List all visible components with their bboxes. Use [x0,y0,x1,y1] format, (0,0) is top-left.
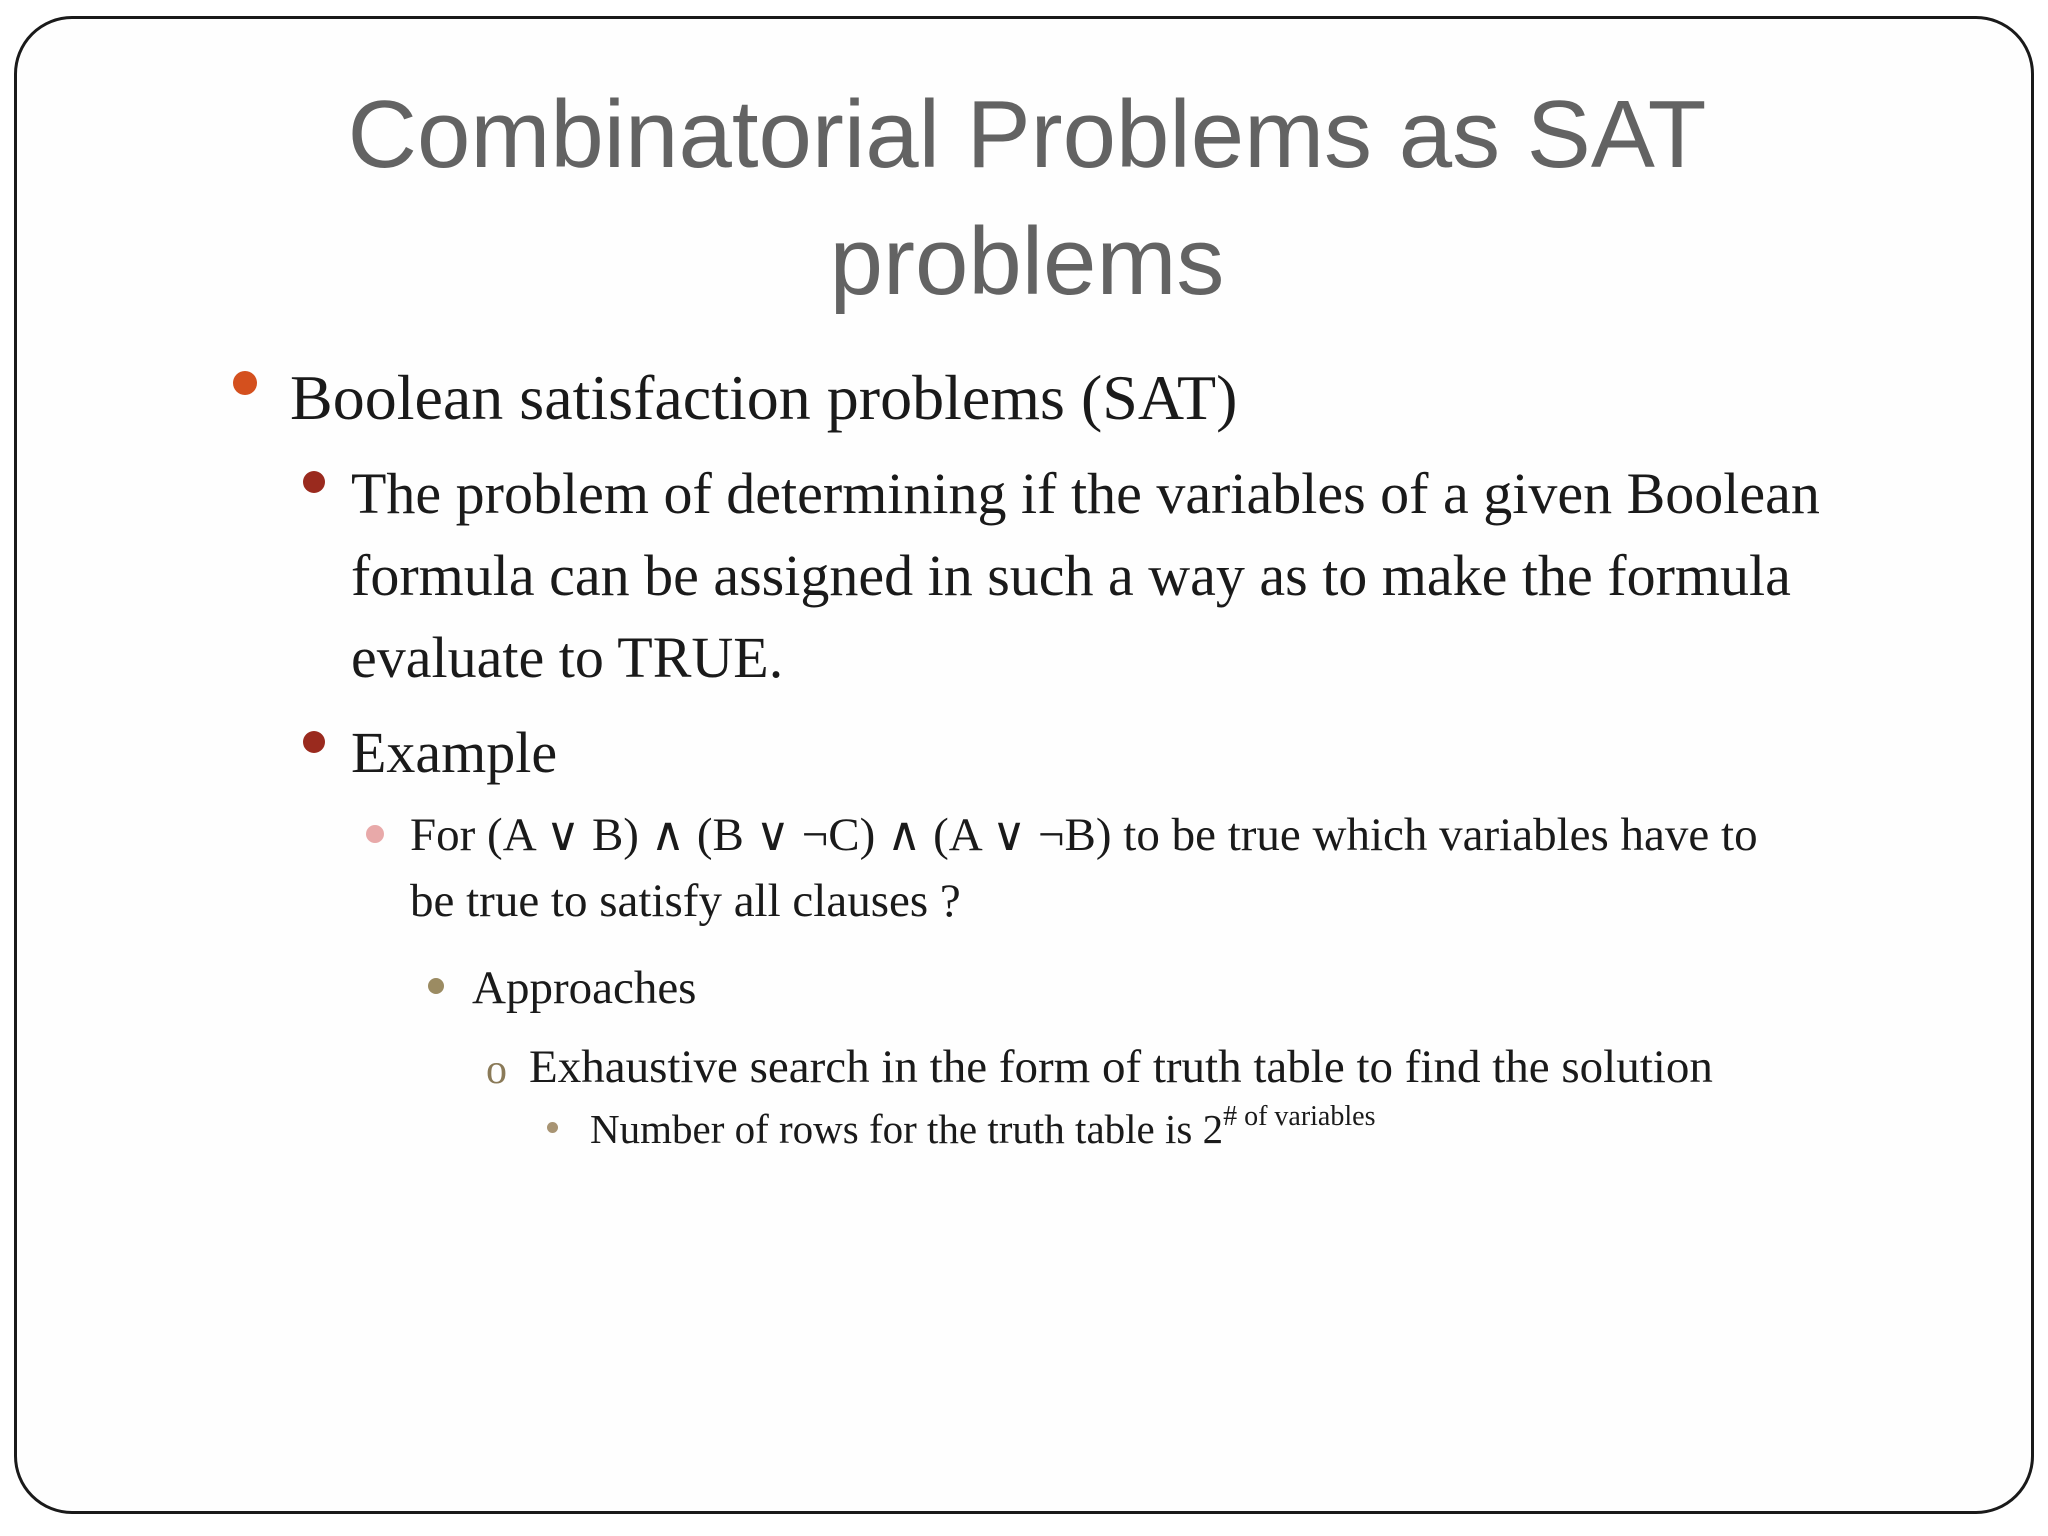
bullet-dot-level4 [428,978,444,994]
bullet-text-approaches: Approaches [472,962,697,1014]
bullet-dot-level1 [233,371,257,395]
bullet-dot-level3 [366,825,384,843]
bullet-text-rows [590,1099,1375,1165]
bullet-text-definition-1: The problem of determining if the variables of a given Boolean [351,461,1820,526]
title-line-1: Combinatorial Problems as SAT [347,81,1707,188]
bullet-text-example: Example [351,720,558,785]
rows-text: Number of rows for the truth table is 2 [590,1106,1224,1152]
bullet-text-formula-2: be true to satisfy all clauses ? [410,875,961,927]
rows-superscript: # of variables [1223,1101,1376,1132]
bullet-marker-level5: o [486,1047,507,1093]
bullet-dot-level6 [547,1122,558,1133]
bullet-text-sat: Boolean satisfaction problems (SAT) [290,362,1238,433]
bullet-text-exhaustive: Exhaustive search in the form of truth table to find the solution [529,1041,1713,1093]
bullet-dot-level2 [303,731,325,753]
bullet-text-definition-2: formula can be assigned in such a way as to make the formula [351,543,1791,608]
slide-frame [14,16,2034,1514]
bullet-text-definition-3: evaluate to TRUE. [351,625,784,690]
slide-body [17,19,2034,1514]
bullet-dot-level2 [303,471,325,493]
bullet-text-formula-1: For (A ∨ B) ∧ (B ∨ ¬C) ∧ (A ∨ ¬B) to be true which variables have to [410,809,1758,861]
title-line-2: problems [829,208,1225,315]
